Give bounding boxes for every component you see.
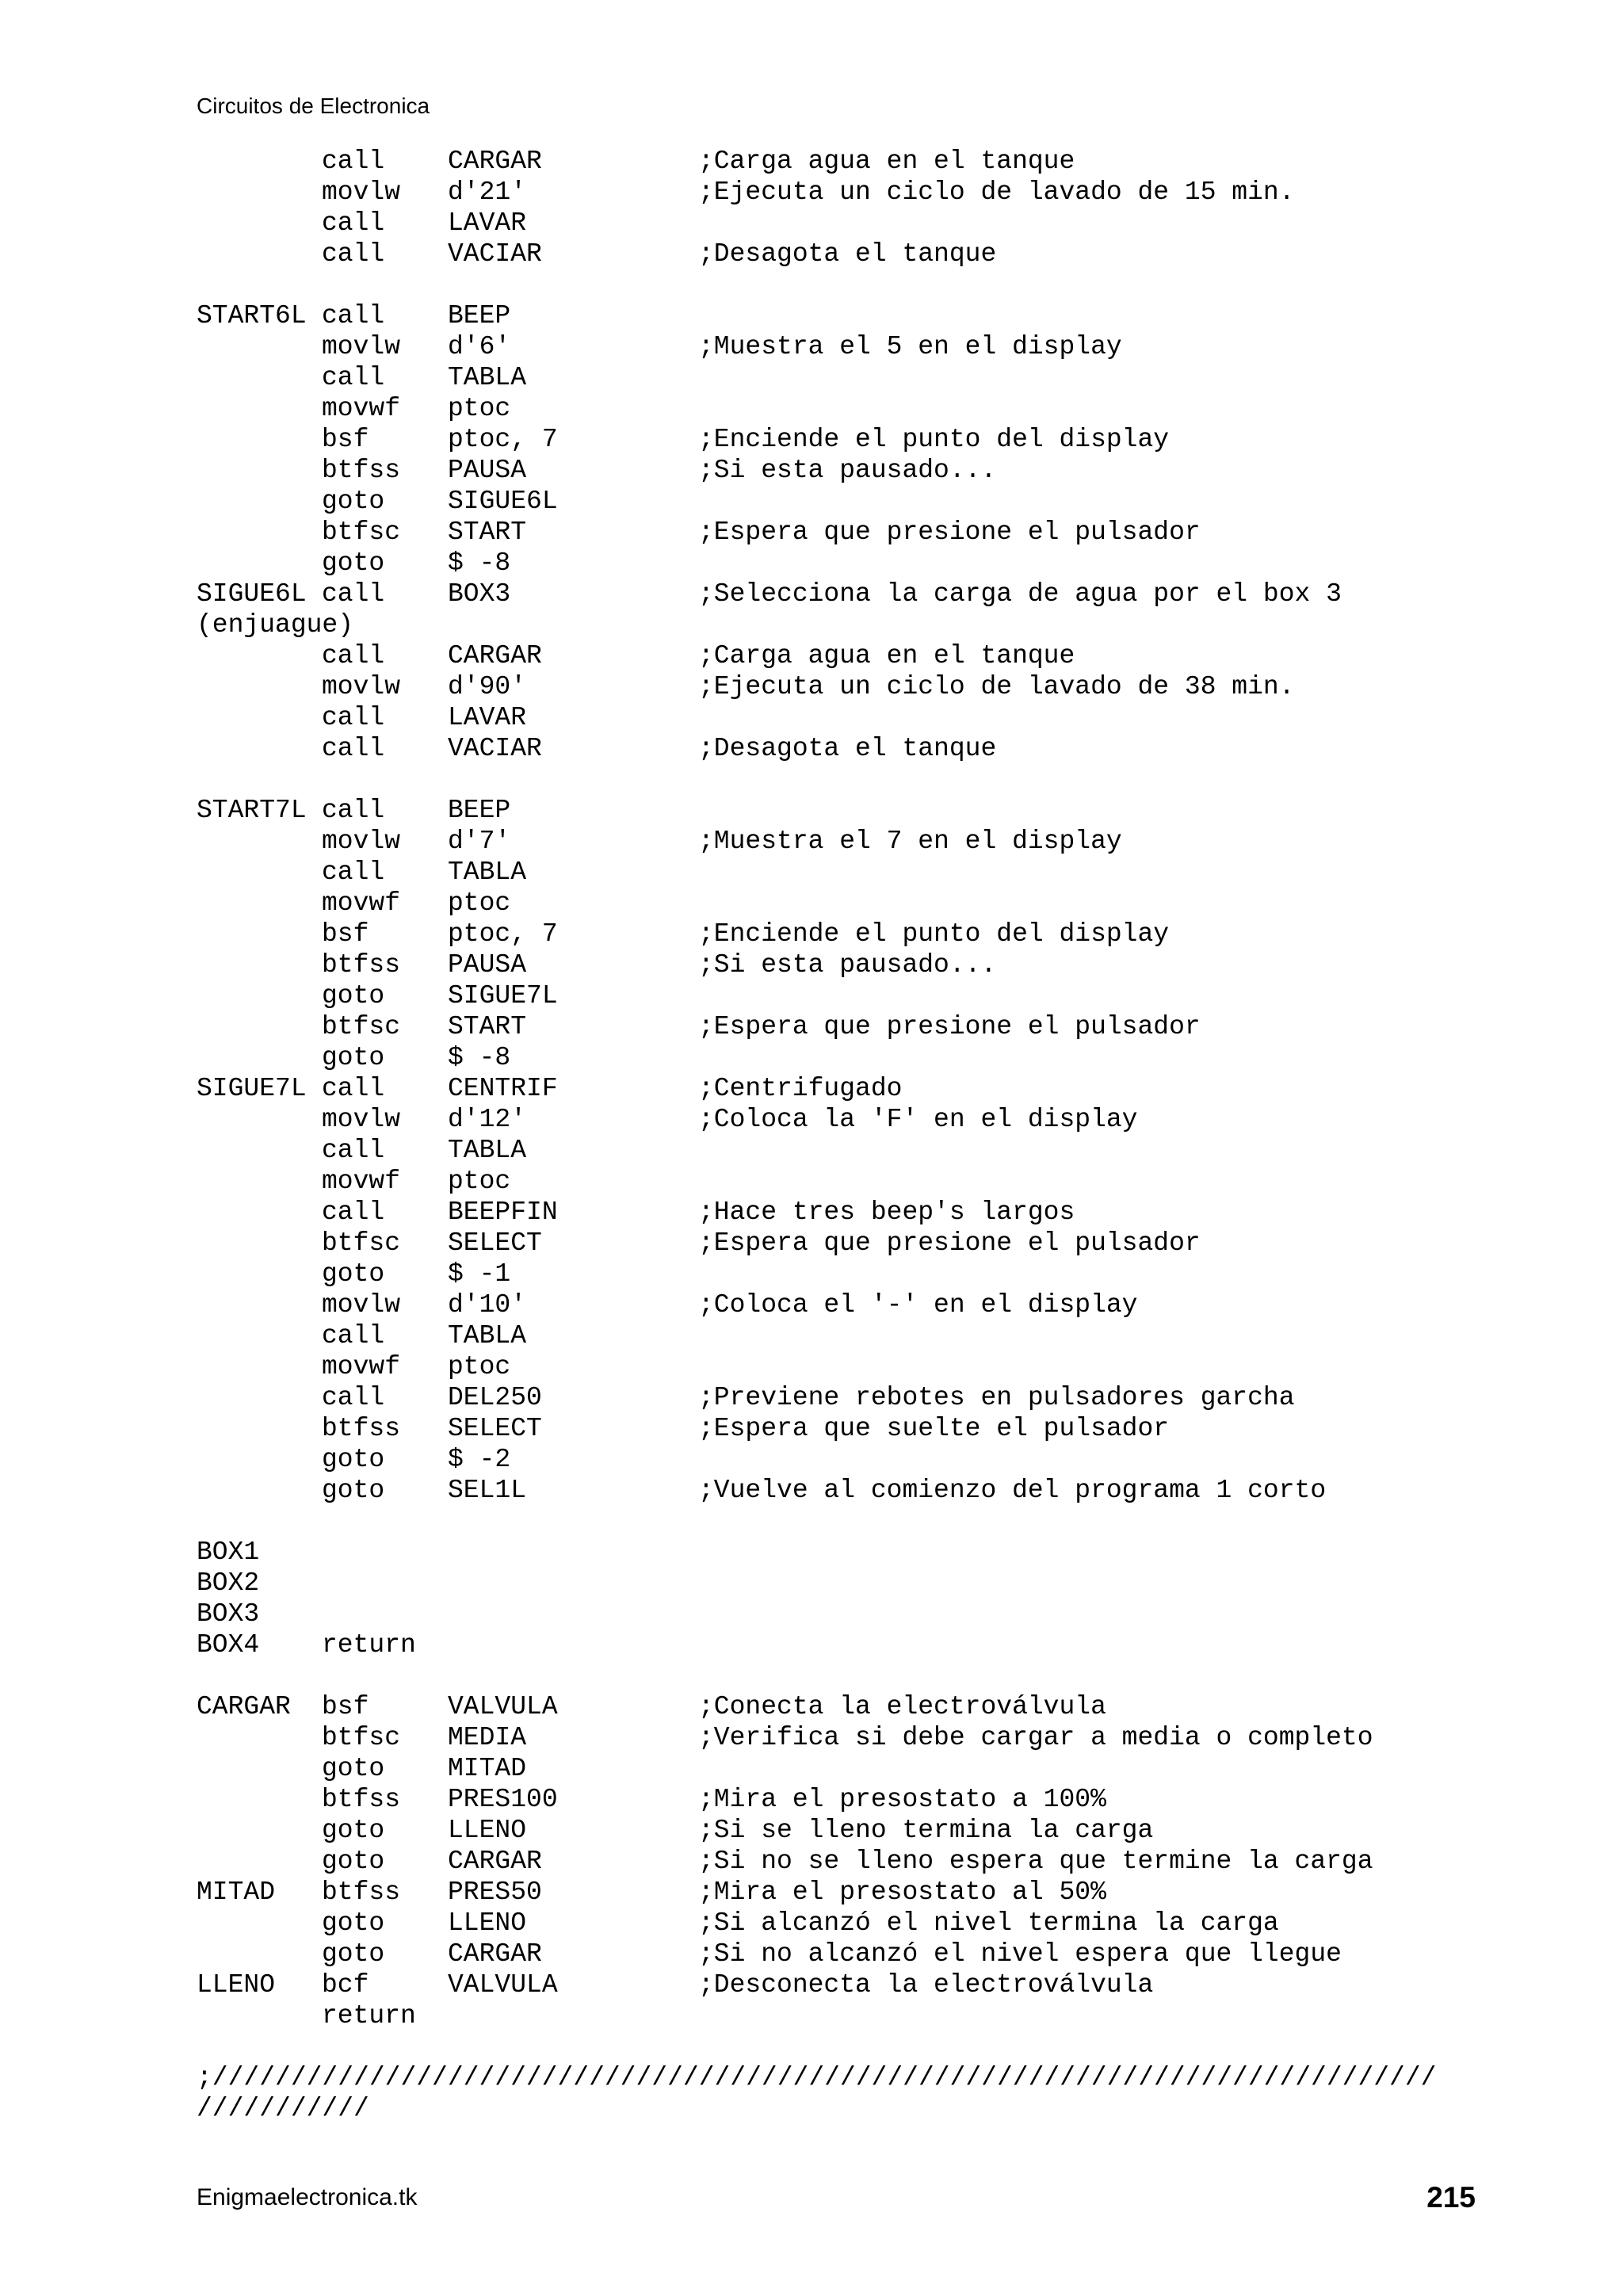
- code-line: [197, 1320, 1544, 1351]
- code-line: [197, 1197, 1544, 1228]
- code-opcode: call: [322, 1383, 385, 1412]
- code-line: [197, 2000, 1544, 2031]
- code-label: (enjuague): [197, 610, 354, 640]
- code-operand: CARGAR: [448, 1939, 542, 1969]
- code-line: [197, 2062, 1544, 2093]
- code-line: [197, 455, 1544, 486]
- code-line: [197, 239, 1544, 269]
- code-comment: ;Hace tres beep's largos: [698, 1198, 1075, 1227]
- code-line: [197, 702, 1544, 733]
- code-opcode: bsf: [322, 919, 369, 949]
- code-opcode: goto: [322, 1043, 385, 1072]
- code-operand: PRES50: [448, 1878, 542, 1907]
- code-line: [197, 1784, 1544, 1815]
- code-opcode: movlw: [322, 827, 401, 856]
- code-opcode: call: [322, 858, 385, 887]
- code-line: [197, 1166, 1544, 1197]
- code-opcode: bsf: [322, 1692, 369, 1721]
- code-operand: VALVULA: [448, 1970, 558, 2000]
- code-opcode: return: [322, 2001, 416, 2030]
- code-comment: ;Desagota el tanque: [698, 734, 997, 763]
- code-operand: VALVULA: [448, 1692, 558, 1721]
- code-operand: BEEP: [448, 301, 511, 330]
- code-opcode: call: [322, 208, 385, 238]
- code-label: BOX3: [197, 1599, 260, 1629]
- code-operand: ptoc: [448, 1167, 511, 1196]
- code-operand: d'90': [448, 672, 527, 701]
- code-operand: TABLA: [448, 363, 527, 392]
- code-operand: d'7': [448, 827, 511, 856]
- code-comment: ;Si no se lleno espera que termine la carga: [698, 1847, 1373, 1876]
- code-operand: d'10': [448, 1290, 527, 1320]
- code-opcode: call: [322, 147, 385, 176]
- code-listing: [197, 146, 1544, 2124]
- code-label: MITAD: [197, 1878, 276, 1907]
- code-line: [197, 362, 1544, 393]
- page-number: 215: [1426, 2181, 1476, 2214]
- code-comment: ;Selecciona la carga de agua por el box 3: [698, 579, 1342, 609]
- code-operand: SEL1L: [448, 1476, 527, 1505]
- code-line: [197, 393, 1544, 424]
- code-label: CARGAR: [197, 1692, 291, 1721]
- code-line: [197, 1908, 1544, 1939]
- code-opcode: movwf: [322, 888, 401, 918]
- code-opcode: bcf: [322, 1970, 369, 2000]
- code-operand: PAUSA: [448, 456, 527, 485]
- code-opcode: call: [322, 1321, 385, 1350]
- code-line: [197, 177, 1544, 208]
- code-opcode: goto: [322, 1908, 385, 1938]
- code-line: [197, 764, 1544, 795]
- code-line: [197, 1815, 1544, 1846]
- code-comment: ;Ejecuta un ciclo de lavado de 38 min.: [698, 672, 1295, 701]
- code-comment: ;Verifica si debe cargar a media o completo: [698, 1723, 1373, 1752]
- code-opcode: call: [322, 796, 385, 825]
- code-comment: ;Coloca el '-' en el display: [698, 1290, 1138, 1320]
- code-opcode: call: [322, 1136, 385, 1165]
- code-line: [197, 671, 1544, 702]
- code-opcode: btfss: [322, 456, 401, 485]
- code-operand: LAVAR: [448, 208, 527, 238]
- code-operand: CARGAR: [448, 1847, 542, 1876]
- code-comment: ;Enciende el punto del display: [698, 919, 1170, 949]
- code-operand: BEEPFIN: [448, 1198, 558, 1227]
- code-comment: ;Ejecuta un ciclo de lavado de 15 min.: [698, 178, 1295, 207]
- code-opcode: btfss: [322, 1785, 401, 1814]
- code-label: SIGUE7L: [197, 1074, 307, 1103]
- code-line: [197, 1259, 1544, 1289]
- code-operand: d'21': [448, 178, 527, 207]
- code-line: [197, 1753, 1544, 1784]
- code-opcode: movwf: [322, 1352, 401, 1381]
- code-opcode: goto: [322, 1476, 385, 1505]
- code-operand: VACIAR: [448, 734, 542, 763]
- code-operand: MITAD: [448, 1754, 527, 1783]
- code-line: [197, 1599, 1544, 1629]
- code-opcode: movwf: [322, 1167, 401, 1196]
- code-line: [197, 1382, 1544, 1413]
- code-comment: ;Mira el presostato a 100%: [698, 1785, 1106, 1814]
- code-operand: LAVAR: [448, 703, 527, 732]
- code-opcode: goto: [322, 1259, 385, 1289]
- code-label: LLENO: [197, 1970, 276, 2000]
- code-opcode: movwf: [322, 394, 401, 423]
- code-line: [197, 733, 1544, 764]
- code-operand: START: [448, 1012, 527, 1041]
- code-opcode: goto: [322, 1939, 385, 1969]
- code-operand: d'12': [448, 1105, 527, 1134]
- code-line: [197, 1351, 1544, 1382]
- code-label: BOX4: [197, 1630, 260, 1660]
- code-line: [197, 1011, 1544, 1042]
- code-operand: BOX3: [448, 579, 511, 609]
- code-operand: $ -1: [448, 1259, 511, 1289]
- code-comment: ;Si no alcanzó el nivel espera que llegue: [698, 1939, 1342, 1969]
- code-operand: LLENO: [448, 1908, 527, 1938]
- code-line: [197, 857, 1544, 888]
- code-opcode: call: [322, 641, 385, 670]
- code-operand: ptoc: [448, 1352, 511, 1381]
- code-operand: ptoc: [448, 394, 511, 423]
- code-line: [197, 486, 1544, 517]
- code-operand: $ -2: [448, 1445, 511, 1474]
- code-operand: ptoc, 7: [448, 919, 558, 949]
- code-operand: TABLA: [448, 1136, 527, 1165]
- code-comment-rule: ;//////////////////////////////////////////////////////////////////////////////: [197, 2063, 1437, 2092]
- code-opcode: bsf: [322, 425, 369, 454]
- code-comment: ;Espera que presione el pulsador: [698, 518, 1201, 547]
- code-line: [197, 949, 1544, 980]
- code-opcode: btfsc: [322, 1012, 401, 1041]
- code-line: [197, 517, 1544, 548]
- code-line: [197, 331, 1544, 362]
- code-line: [197, 1877, 1544, 1908]
- code-operand: DEL250: [448, 1383, 542, 1412]
- code-operand: SIGUE6L: [448, 487, 558, 516]
- code-line: [197, 1135, 1544, 1166]
- code-comment: ;Coloca la 'F' en el display: [698, 1105, 1138, 1134]
- code-operand: LLENO: [448, 1816, 527, 1845]
- code-opcode: goto: [322, 1445, 385, 1474]
- code-opcode: call: [322, 703, 385, 732]
- code-comment: ;Si alcanzó el nivel termina la carga: [698, 1908, 1279, 1938]
- footer-site: Enigmaelectronica.tk: [197, 2184, 418, 2210]
- code-comment: ;Espera que presione el pulsador: [698, 1228, 1201, 1258]
- code-comment: ;Mira el presostato al 50%: [698, 1878, 1106, 1907]
- code-line: [197, 609, 1544, 640]
- code-operand: MEDIA: [448, 1723, 527, 1752]
- code-operand: CENTRIF: [448, 1074, 558, 1103]
- code-line: [197, 1042, 1544, 1073]
- code-label: BOX1: [197, 1538, 260, 1567]
- code-operand: $ -8: [448, 548, 511, 578]
- code-label: START6L: [197, 301, 307, 330]
- code-opcode: btfss: [322, 1414, 401, 1443]
- code-opcode: btfss: [322, 1878, 401, 1907]
- code-operand: CARGAR: [448, 641, 542, 670]
- code-opcode: goto: [322, 1754, 385, 1783]
- code-line: [197, 300, 1544, 331]
- code-operand: SELECT: [448, 1414, 542, 1443]
- code-line: [197, 1939, 1544, 1969]
- code-operand: VACIAR: [448, 239, 542, 269]
- code-comment: ;Centrifugado: [698, 1074, 903, 1103]
- code-line: [197, 424, 1544, 455]
- code-line: [197, 2031, 1544, 2062]
- code-operand: PRES100: [448, 1785, 558, 1814]
- header-title: Circuitos de Electronica: [197, 94, 430, 118]
- code-comment: ;Conecta la electroválvula: [698, 1692, 1106, 1721]
- code-comment: ;Muestra el 5 en el display: [698, 332, 1122, 361]
- code-comment: ;Enciende el punto del display: [698, 425, 1170, 454]
- code-comment: ;Carga agua en el tanque: [698, 641, 1075, 670]
- code-opcode: return: [322, 1630, 416, 1660]
- code-opcode: call: [322, 239, 385, 269]
- code-line: [197, 1475, 1544, 1506]
- code-line: [197, 1228, 1544, 1259]
- code-comment: ;Desconecta la electroválvula: [698, 1970, 1154, 2000]
- code-label: SIGUE6L: [197, 579, 307, 609]
- code-operand: ptoc: [448, 888, 511, 918]
- code-line: [197, 826, 1544, 857]
- code-line: [197, 1104, 1544, 1135]
- code-operand: SIGUE7L: [448, 981, 558, 1010]
- code-line: [197, 146, 1544, 177]
- code-line: [197, 1660, 1544, 1691]
- code-comment-rule: ///////////: [197, 2094, 369, 2123]
- code-opcode: movlw: [322, 332, 401, 361]
- code-comment: ;Previene rebotes en pulsadores garcha: [698, 1383, 1295, 1412]
- code-comment: ;Espera que suelte el pulsador: [698, 1414, 1170, 1443]
- code-opcode: call: [322, 734, 385, 763]
- code-opcode: movlw: [322, 1290, 401, 1320]
- code-operand: $ -8: [448, 1043, 511, 1072]
- code-line: [197, 1506, 1544, 1537]
- code-opcode: goto: [322, 1847, 385, 1876]
- code-comment: ;Si esta pausado...: [698, 456, 997, 485]
- code-line: [197, 640, 1544, 671]
- code-opcode: goto: [322, 548, 385, 578]
- code-operand: d'6': [448, 332, 511, 361]
- code-label: BOX2: [197, 1568, 260, 1598]
- code-line: [197, 1629, 1544, 1660]
- code-opcode: call: [322, 1198, 385, 1227]
- code-comment: ;Muestra el 7 en el display: [698, 827, 1122, 856]
- code-operand: TABLA: [448, 1321, 527, 1350]
- code-opcode: btfss: [322, 950, 401, 980]
- code-line: [197, 980, 1544, 1011]
- code-line: [197, 2093, 1544, 2124]
- code-line: [197, 1568, 1544, 1599]
- code-opcode: goto: [322, 981, 385, 1010]
- code-line: [197, 269, 1544, 300]
- code-line: [197, 579, 1544, 609]
- code-opcode: btfsc: [322, 1723, 401, 1752]
- code-opcode: call: [322, 579, 385, 609]
- code-operand: BEEP: [448, 796, 511, 825]
- code-comment: ;Espera que presione el pulsador: [698, 1012, 1201, 1041]
- code-comment: ;Desagota el tanque: [698, 239, 997, 269]
- code-line: [197, 548, 1544, 579]
- code-line: [197, 1289, 1544, 1320]
- code-line: [197, 919, 1544, 949]
- code-line: [197, 795, 1544, 826]
- code-line: [197, 1444, 1544, 1475]
- code-operand: ptoc, 7: [448, 425, 558, 454]
- code-comment: ;Si se lleno termina la carga: [698, 1816, 1154, 1845]
- code-opcode: btfsc: [322, 518, 401, 547]
- code-operand: SELECT: [448, 1228, 542, 1258]
- code-opcode: goto: [322, 1816, 385, 1845]
- code-line: [197, 1846, 1544, 1877]
- code-comment: ;Carga agua en el tanque: [698, 147, 1075, 176]
- code-opcode: movlw: [322, 1105, 401, 1134]
- code-opcode: call: [322, 301, 385, 330]
- code-opcode: call: [322, 363, 385, 392]
- code-line: [197, 1537, 1544, 1568]
- code-line: [197, 888, 1544, 919]
- code-opcode: movlw: [322, 178, 401, 207]
- code-opcode: btfsc: [322, 1228, 401, 1258]
- code-line: [197, 1073, 1544, 1104]
- code-operand: TABLA: [448, 858, 527, 887]
- code-operand: START: [448, 518, 527, 547]
- code-line: [197, 1691, 1544, 1722]
- code-line: [197, 1969, 1544, 2000]
- code-comment: ;Vuelve al comienzo del programa 1 corto: [698, 1476, 1327, 1505]
- code-comment: ;Si esta pausado...: [698, 950, 997, 980]
- code-opcode: movlw: [322, 672, 401, 701]
- code-line: [197, 1722, 1544, 1753]
- code-label: START7L: [197, 796, 307, 825]
- code-line: [197, 1413, 1544, 1444]
- code-opcode: goto: [322, 487, 385, 516]
- code-opcode: call: [322, 1074, 385, 1103]
- code-operand: CARGAR: [448, 147, 542, 176]
- code-operand: PAUSA: [448, 950, 527, 980]
- code-line: [197, 208, 1544, 239]
